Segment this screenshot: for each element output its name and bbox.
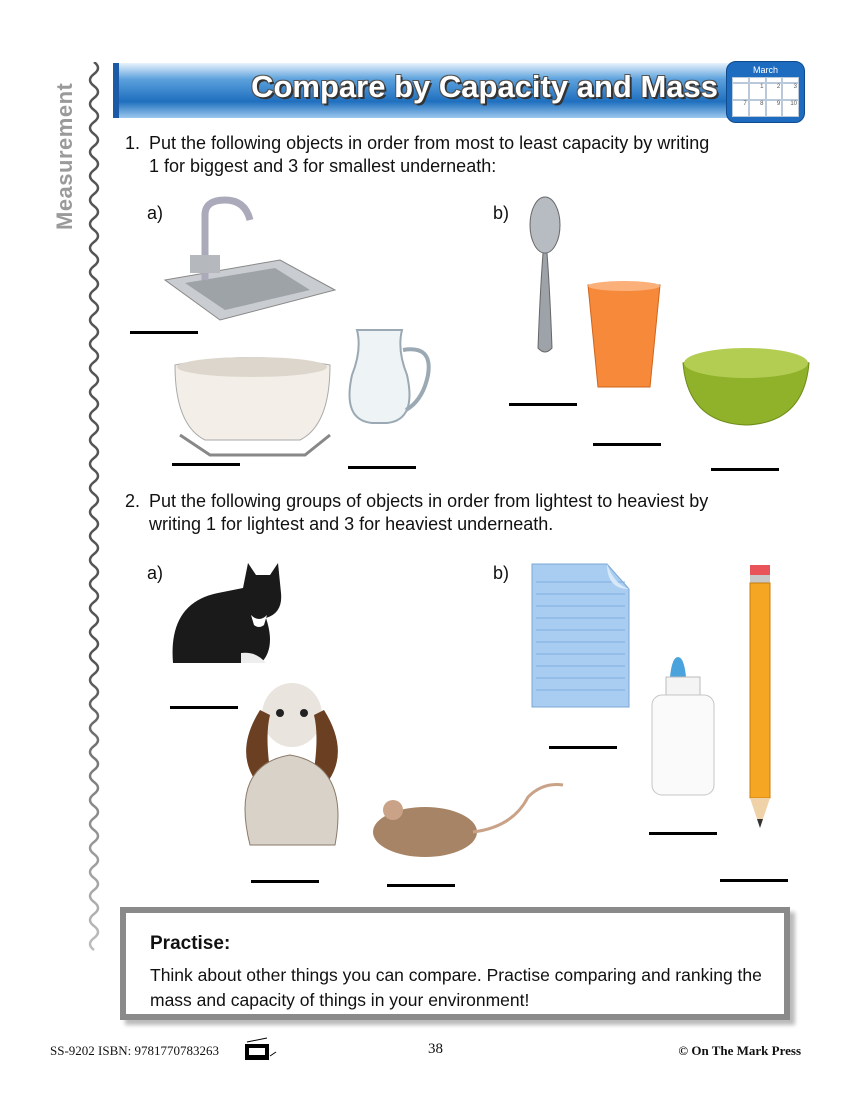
part-b-label: b): [493, 563, 510, 583]
answer-line[interactable]: [509, 403, 577, 406]
cal-day: 3: [782, 83, 799, 100]
publisher-logo-icon: [242, 1036, 278, 1062]
question-2: [125, 490, 708, 536]
cat-image: [163, 553, 293, 671]
question-text: 1 for biggest and 3 for smallest underneath:: [149, 156, 497, 176]
answer-line[interactable]: [711, 468, 779, 471]
practise-text: Think about other things you can compare. Practise comparing and ranking the mass and capacity of things in your environment!: [150, 965, 762, 1010]
cal-day: 7: [732, 100, 749, 117]
practise-box: [120, 907, 790, 1020]
question-1: [125, 132, 709, 178]
page-title: Compare by Capacity and Mass: [251, 69, 718, 104]
cal-day: 9: [766, 100, 783, 117]
answer-line[interactable]: [720, 879, 788, 882]
practise-heading: Practise:: [150, 933, 231, 954]
mouse-image: [365, 780, 567, 862]
spoon-image: [525, 195, 565, 357]
cal-day: [732, 83, 749, 100]
cup-image: [585, 280, 663, 392]
answer-line[interactable]: [593, 443, 661, 446]
title-banner: [113, 63, 803, 118]
cal-day: 10: [782, 100, 799, 117]
footer-code: SS-9202 ISBN: 9781770783263: [50, 1043, 220, 1058]
sidebar-label: Measurement: [52, 82, 77, 230]
question-text: Put the following objects in order from most to least capacity by writing: [149, 133, 710, 153]
part-a-label: a): [147, 563, 164, 583]
answer-line[interactable]: [348, 466, 416, 469]
calendar-month: March: [752, 65, 778, 75]
cal-day: 1: [749, 83, 766, 100]
part-a-label: a): [147, 203, 164, 223]
page-number: 38: [428, 1041, 443, 1057]
answer-line[interactable]: [649, 832, 717, 835]
cal-day: 8: [749, 100, 766, 117]
answer-line[interactable]: [549, 746, 617, 749]
sink-image: [160, 195, 340, 325]
bowl-image: [680, 338, 812, 428]
paper-image: [530, 562, 632, 710]
copyright: © On The Mark Press: [678, 1043, 801, 1058]
question-number: 1.: [125, 133, 141, 153]
question-text: Put the following groups of objects in order from lightest to heaviest by: [149, 491, 709, 511]
pencil-image: [748, 563, 772, 831]
answer-line[interactable]: [251, 880, 319, 883]
answer-line[interactable]: [387, 884, 455, 887]
cal-day: 2: [766, 83, 783, 100]
calendar-icon: [726, 61, 805, 123]
wavy-border: [84, 62, 104, 1012]
pitcher-image: [345, 325, 435, 425]
question-text: writing 1 for lightest and 3 for heaviest underneath.: [149, 514, 554, 534]
answer-line[interactable]: [130, 331, 198, 334]
question-number: 2.: [125, 491, 141, 511]
bathtub-image: [170, 345, 335, 460]
answer-line[interactable]: [172, 463, 240, 466]
glue-image: [650, 655, 716, 799]
dog-image: [220, 675, 352, 847]
part-b-label: b): [493, 203, 510, 223]
